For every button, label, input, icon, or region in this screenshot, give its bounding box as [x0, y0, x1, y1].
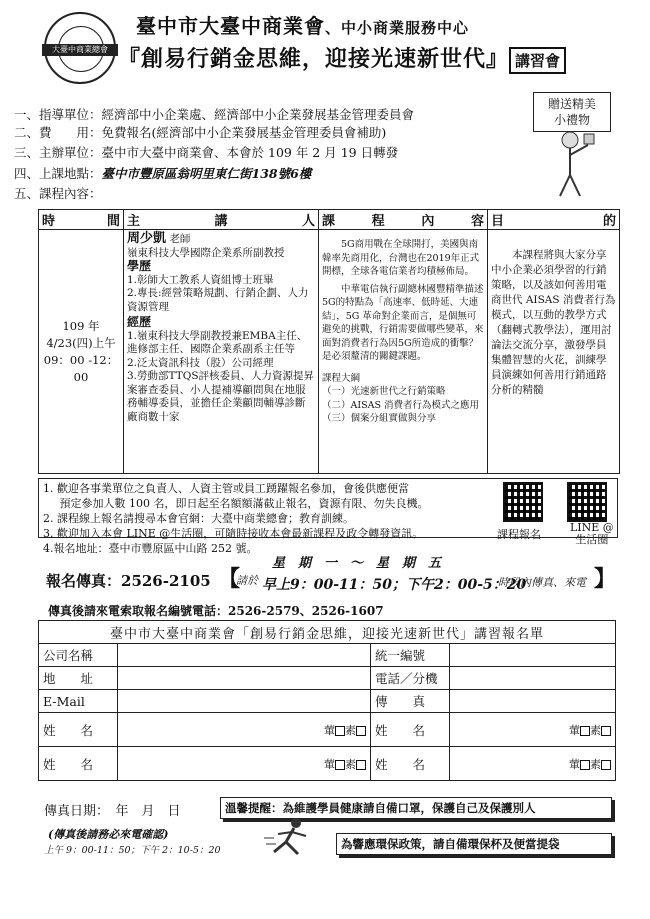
qr-label-line: LINE @ 生活圈 — [570, 521, 614, 546]
info-organizer: 三、主辦單位：臺中市大臺中商業會、本會於 109 年 2 月 19 日轉發 — [14, 145, 399, 160]
course-registration-qr-icon[interactable] — [503, 482, 543, 522]
veg-checkbox[interactable] — [601, 726, 611, 736]
qr-label-registration: 課程報名 — [497, 528, 541, 541]
meat-checkbox[interactable] — [580, 760, 590, 770]
company-field[interactable] — [118, 644, 371, 667]
name-label-3: 姓 名 — [39, 747, 118, 781]
info-guidance: 一、指導單位：經濟部中小企業處、經濟部中小企業發展基金管理委員會 — [14, 107, 415, 122]
name-field-1[interactable]: 葷 素 — [118, 713, 371, 747]
phone-field[interactable] — [450, 667, 616, 690]
eco-reminder: 為響應環保政策，請自備環保杯及便當提袋 — [336, 833, 612, 855]
name-field-3[interactable]: 葷 素 — [118, 747, 371, 781]
notes-box: 1. 歡迎各事業單位之負責人、人資主管或員工踴躍報名參加，會後供應便當 預定參加人數 100 名，即日起至名額額滿截止報名，資源有限、勿失良機。 2. 課程線上報名請搜尋本會官網：大臺中商業總會；教育訓練。 3. 歡迎加入本會 LINE @生活圈，可隨時接收本會最新課程及政令轉發資訊。 4.報名地址：臺中市豐原區中山路 252 號。 — [38, 478, 618, 538]
name-field-2[interactable]: 葷 素 — [450, 713, 616, 747]
veg-checkbox[interactable] — [356, 760, 366, 770]
address-label: 地 址 — [39, 667, 118, 690]
registration-form — [38, 620, 616, 781]
logo-text: 大臺中商業總會 — [42, 44, 118, 56]
fax-please: 請於 — [236, 574, 258, 587]
association-logo — [44, 12, 116, 84]
gift-box: 贈送精美 小禮物 — [533, 92, 611, 132]
person-with-gift-icon — [548, 130, 598, 198]
info-venue: 四、上課地點：臺中市豐原區翁明里東仁街138號6樓 — [14, 166, 312, 181]
org-title: 臺中市大臺中商業會、中小商業服務中心 — [136, 14, 470, 38]
health-reminder: 溫馨提醒：為維護學員健康請自備口罩，保護自己及保護別人 — [220, 797, 612, 819]
tax-id-field[interactable] — [450, 644, 616, 667]
name-label-1: 姓 名 — [39, 713, 118, 747]
lecturer-name: 周少凱 — [127, 231, 167, 246]
header-goal: 目 的 — [488, 210, 620, 230]
name-field-4[interactable]: 葷 素 — [450, 747, 616, 781]
fax-label: 傳 真 — [371, 690, 450, 713]
header-content: 課 程 內 容 — [319, 210, 488, 230]
bracket-close: 】 — [594, 566, 617, 592]
course-time: 109 年 4/23(四)上午 09：00 -12：00 — [39, 230, 124, 474]
email-field[interactable] — [118, 690, 371, 713]
phone-label: 電話／分機 — [371, 667, 450, 690]
name-label-2: 姓 名 — [371, 713, 450, 747]
event-tag: 講習會 — [509, 47, 566, 74]
header-time: 時 間 — [39, 210, 124, 230]
line-qr-icon[interactable] — [567, 482, 607, 522]
bracket-open: 【 — [218, 566, 241, 592]
fax-after: 時段內傳真、來電 — [498, 576, 586, 589]
email-label: E-Mail — [39, 690, 118, 713]
fax-date: 傳真日期： 年 月 日 — [44, 804, 181, 819]
meat-checkbox[interactable] — [580, 726, 590, 736]
company-label: 公司名稱 — [39, 644, 118, 667]
goal-cell: 本課程將與大家分享中小企業必須學習的行銷策略，以及該如何善用電商世代 AISAS 消費者行為模式，以互動的教學方式（翻轉式教學法），運用討論法交流分享，激發學員集體智慧的火花，訓練學員演練如何善用行銷通路分析的精髓 — [488, 230, 620, 474]
address-field[interactable] — [118, 667, 371, 690]
veg-checkbox[interactable] — [601, 760, 611, 770]
confirm-hours: 上午 9：00-11：50；下午 2：10-5：20 — [44, 845, 221, 856]
info-fee: 二、費 用：免費報名(經濟部中小企業發展基金管理委員會補助) — [14, 125, 387, 140]
fax-number: 報名傳真：2526-2105 — [46, 572, 211, 590]
event-title: 『創易行銷金思維，迎接光速新世代』 — [118, 46, 510, 72]
confirm-note: (傳真後請務必來電確認) — [48, 828, 169, 841]
header-lecturer: 主 講 人 — [124, 210, 319, 230]
fax-days: 星 期 一 ～ 星 期 五 — [272, 556, 442, 571]
name-label-4: 姓 名 — [371, 747, 450, 781]
info-content-heading: 五、課程內容： — [14, 186, 102, 201]
phone-line: 傳真後請來電索取報名編號電話：2526-2579、2526-1607 — [48, 604, 384, 618]
content-cell: 5G商用戰在全球開打，美國與南韓率先商用化，台灣也在2019年正式開標，全球各電信業者均積極佈局。 中華電信執行副總林國豐精準描述5G的特點為「高速率、低時延、大連結」，5G 革命對企業而言，是個無可避免的挑戰，行銷需要做哪些變革，來面對消費者行為因5G所造成的衝擊？是必須釐清的關鍵課題。 課程大綱 （一）光速新世代之行銷策略 （二）AISAS 消費者行為模式之應用 （三）個案分組實做與分享 — [319, 230, 488, 474]
fax-hours: 早上9：00-11：50；下午2：00-5：20 — [262, 577, 527, 593]
fax-field[interactable] — [450, 690, 616, 713]
meat-checkbox[interactable] — [335, 726, 345, 736]
meat-checkbox[interactable] — [335, 760, 345, 770]
veg-checkbox[interactable] — [356, 726, 366, 736]
form-title: 臺中市大臺中商業會「創易行銷金思維，迎接光速新世代」講習報名單 — [39, 621, 616, 644]
course-table — [38, 209, 620, 474]
tax-id-label: 統一編號 — [371, 644, 450, 667]
lecturer-cell: 周少凱 老師 嶺東科技大學國際企業系所副教授 學歷 1.彰師大工教系人資組博士班畢 2.專長:經營策略規劃、行銷企劃、人力資源管理 經歷 1.嶺東科技大學副教授兼EMBA主任、進修部主任、國際企業系副系主任等 2.泛太資訊科技（股）公司經理 3.勞動部TTQS評核委員、人力資源提昇案審查委員、小人提補導顧問與在地服務輔導委員，並擔任企業顧問輔導診斷廠商數十家 — [124, 230, 319, 474]
runner-icon — [262, 816, 318, 856]
